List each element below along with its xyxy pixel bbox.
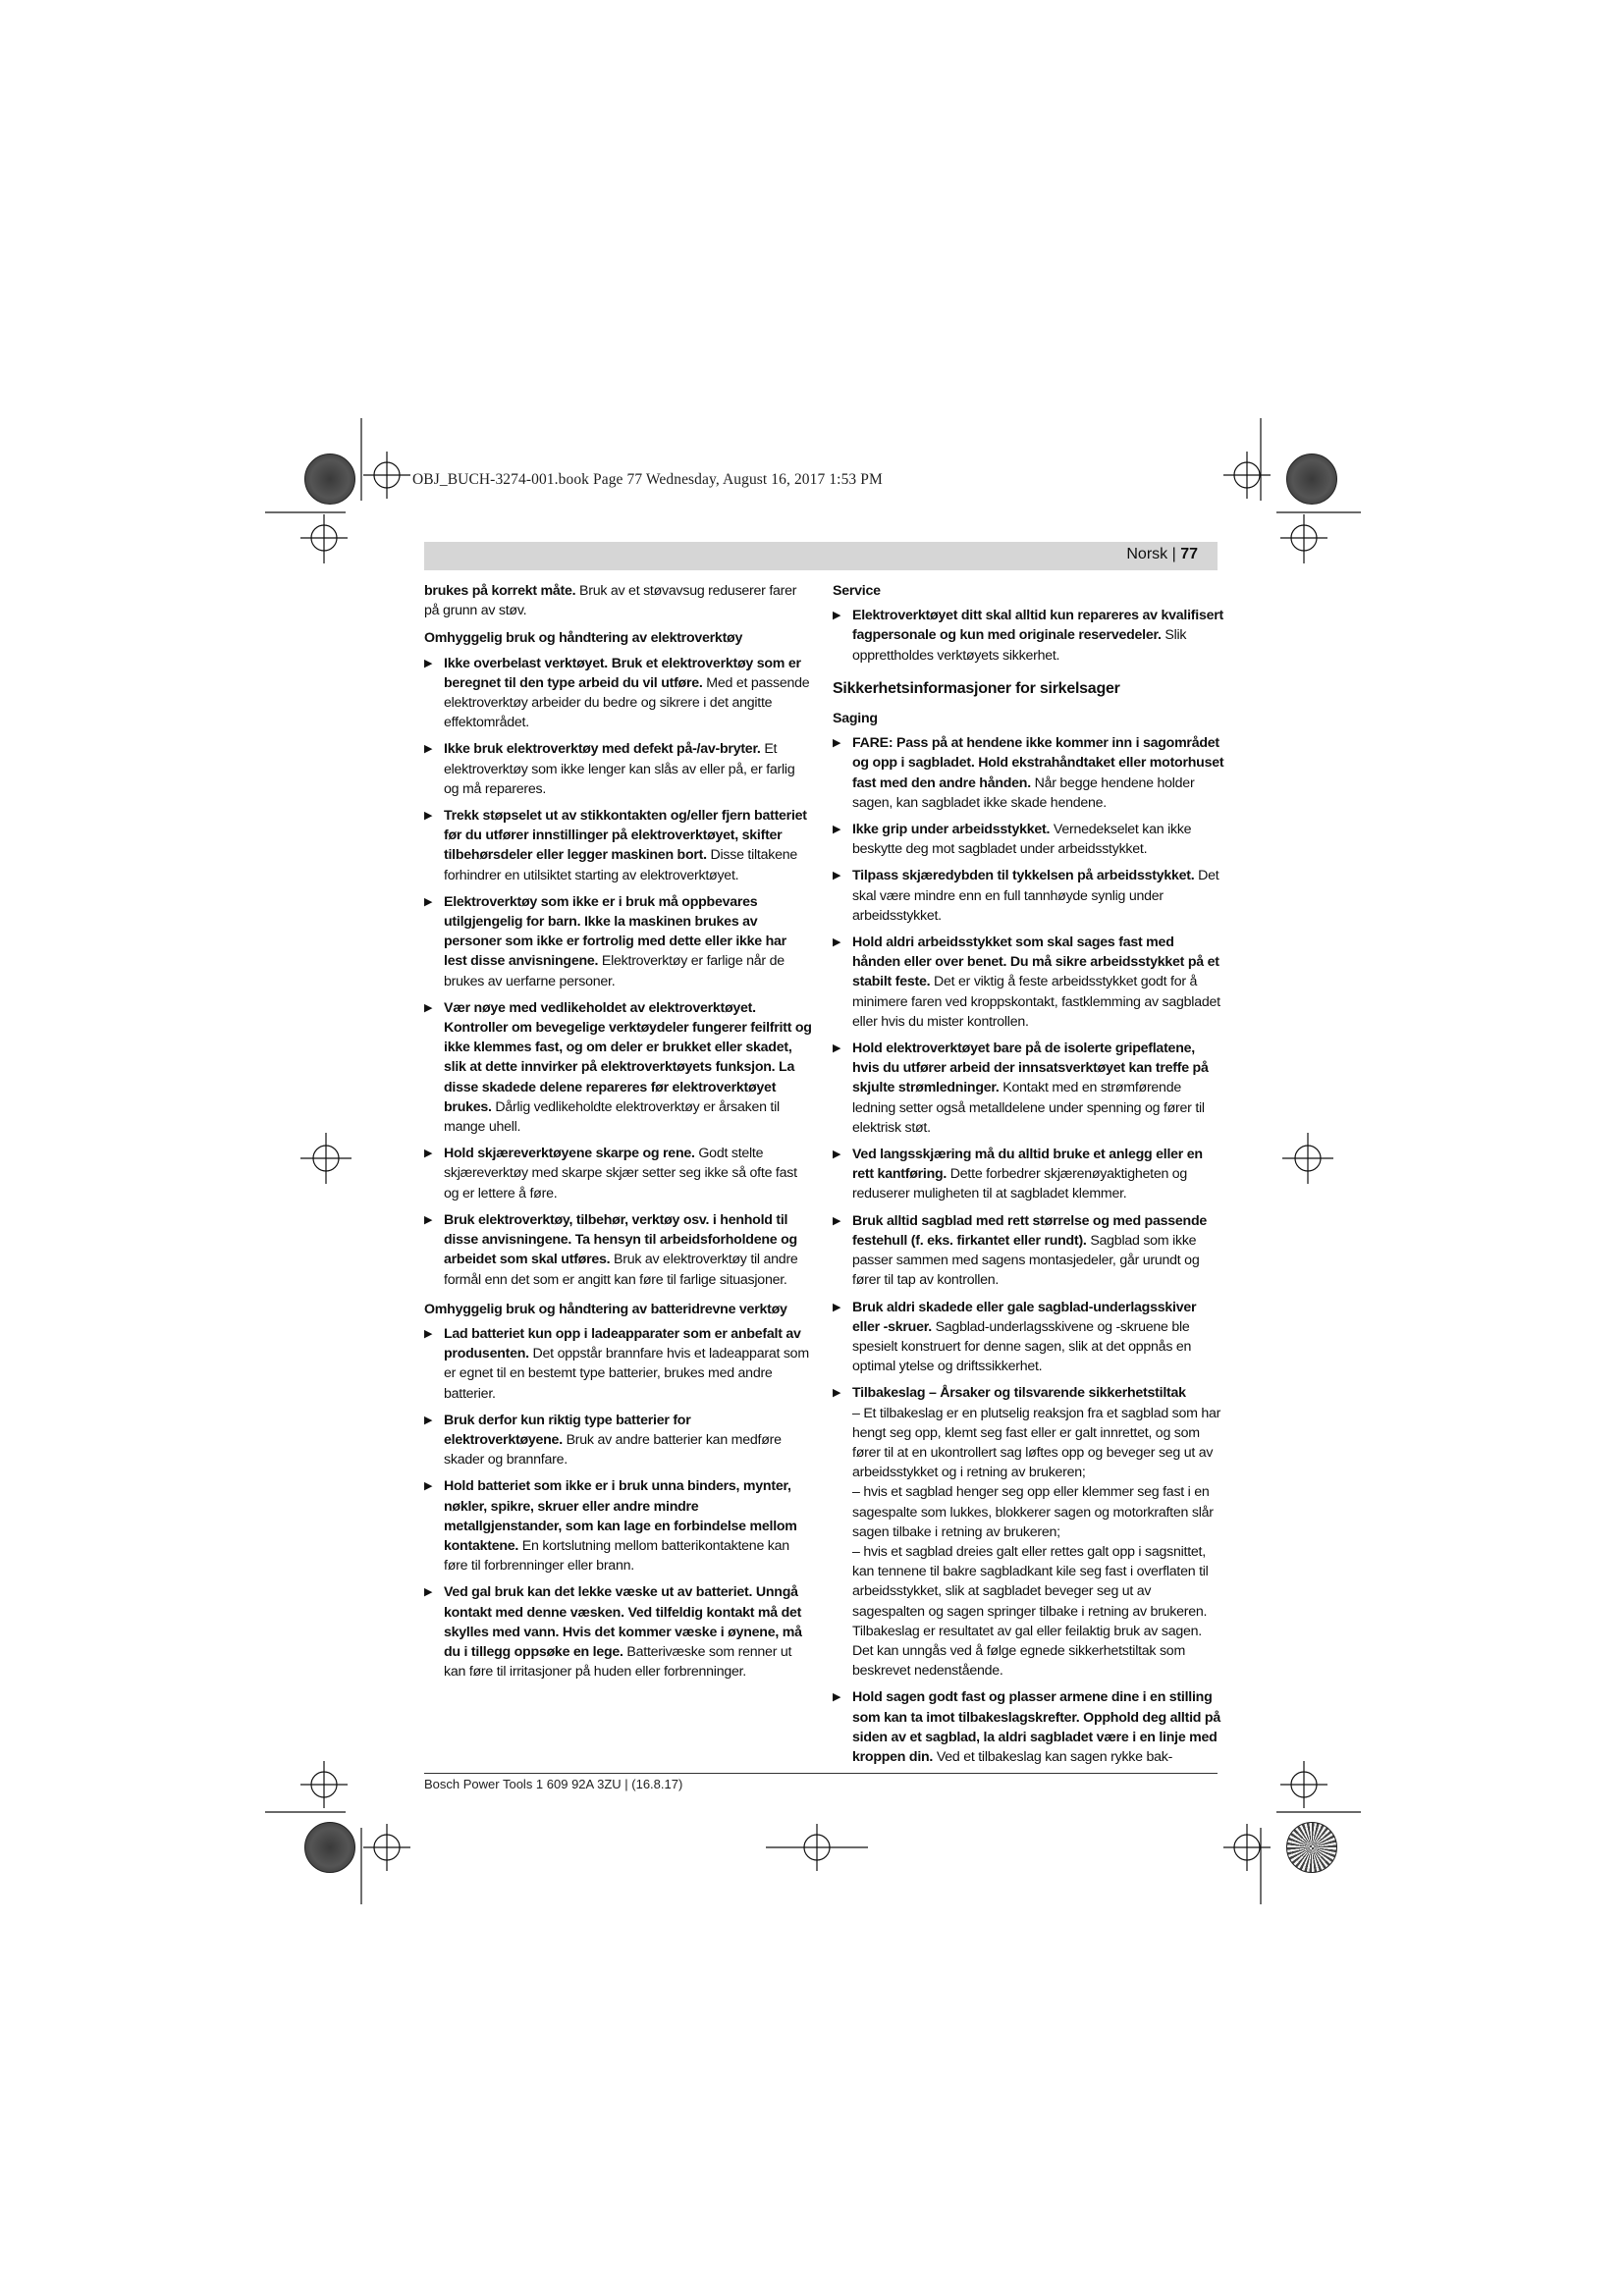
- section-heading: Omhyggelig bruk og håndtering av batteridrevne verktøy: [424, 1301, 787, 1317]
- kickback-line: Tilbakeslag er resultatet av gal eller feilaktig bruk av sagen. Det kan unngås ved å følge egnede sikkerhetstiltak som beskrevet nedenstående.: [852, 1623, 1202, 1680]
- item-bold: Lad batteriet kun opp i ladeapparater som er anbefalt av produsenten.: [444, 1325, 801, 1362]
- item-text: Elektroverktøy er farlige når de brukes av uerfarne personer.: [444, 953, 785, 989]
- footer-rule: [424, 1773, 1218, 1774]
- item-text: Dette forbedrer skjærenøyaktigheten og reduserer muligheten til at sagbladet klemmer.: [852, 1166, 1188, 1202]
- bullet-arrow-icon: ▶: [833, 610, 841, 622]
- list-item: [833, 1298, 1225, 1377]
- item-bold: Tilpass skjæredybden til tykkelsen på arbeidsstykket.: [852, 868, 1195, 884]
- page-header: [424, 542, 1218, 570]
- item-text: Det er viktig å feste arbeidsstykket godt for å minimere faren ved kroppskontakt, fastklemming av sagbladet eller hvis du mister kontrollen.: [852, 974, 1220, 1030]
- document-slug: OBJ_BUCH-3274-001.book Page 77 Wednesday, August 16, 2017 1:53 PM: [412, 471, 883, 488]
- bullet-arrow-icon: ▶: [833, 1148, 841, 1161]
- item-text: Slik opprettholdes verktøyets sikkerhet.: [852, 627, 1187, 664]
- language-label: Norsk: [1126, 546, 1168, 562]
- bullet-arrow-icon: ▶: [424, 1586, 433, 1599]
- item-text: Bruk av elektroverktøy til andre formål enn det som er angitt kan føre til farlige situasjoner.: [444, 1252, 798, 1288]
- item-bold: Hold aldri arbeidsstykket som skal sages fast med hånden eller over benet. Du må sikre arbeidsstykket på et stabilt feste.: [852, 934, 1219, 990]
- bullet-arrow-icon: ▶: [424, 1001, 433, 1014]
- header-separator: |: [1171, 546, 1176, 562]
- list-item: [833, 1383, 1225, 1681]
- page-number: 77: [1180, 546, 1198, 562]
- item-text: Vernedekselet kan ikke beskytte deg mot sagbladet under arbeidsstykket.: [852, 822, 1192, 858]
- bullet-arrow-icon: ▶: [424, 1148, 433, 1160]
- list-item: [424, 892, 812, 991]
- item-text: Godt stelte skjæreverktøy med skarpe skjær setter seg ikke så ofte fast og er lettere å føre.: [444, 1146, 797, 1201]
- list-item: [833, 606, 1225, 666]
- item-bold: Bruk alltid sagblad med rett størrelse og med passende festehull (f. eks. firkantet eller rundt).: [852, 1212, 1208, 1249]
- section-title: Sikkerhetsinformasjoner for sirkelsager: [833, 679, 1120, 697]
- item-bold: Ved gal bruk kan det lekke væske ut av batteriet. Unngå kontakt med denne væsken. Ved tilfeldig kontakt må det skylles med vann. Hvis det kommer væske i øynene, må du i tillegg oppsøke en lege.: [444, 1584, 802, 1660]
- list-item: [424, 1582, 812, 1682]
- item-text: Sagblad-underlagsskivene og -skruene ble spesielt konstruert for denne sagen, slik at det oppnås en optimal ytelse og driftssikkerhet.: [852, 1318, 1192, 1375]
- list-item: [833, 1145, 1225, 1204]
- list-item: [424, 739, 812, 799]
- list-item: [833, 1211, 1225, 1291]
- intro-paragraph: [424, 581, 812, 620]
- item-bold: FARE: Pass på at hendene ikke kommer inn i sagområdet og opp i sagbladet. Hold ekstrahåndtaket eller motorhuset fast med den andre hånden.: [852, 735, 1224, 791]
- list-item: [424, 1324, 812, 1404]
- intro-bold: brukes på korrekt måte.: [424, 583, 576, 599]
- intro-text: Bruk av et støvavsug reduserer farer på grunn av støv.: [424, 583, 797, 619]
- item-text: Det oppstår brannfare hvis et ladeapparat som er egnet til en bestemt type batterier, brukes med andre batterier.: [444, 1346, 809, 1402]
- bullet-arrow-icon: ▶: [833, 1214, 841, 1227]
- item-text: Bruk av andre batterier kan medføre skader og brannfare.: [444, 1431, 782, 1468]
- list-item: [424, 1210, 812, 1290]
- kickback-line: – hvis et sagblad henger seg opp eller klemmer seg fast i en sagespalte som lukkes, blokkerer sagen og motorkraften slår sagen tilbake i retning av brukeren;: [852, 1484, 1214, 1540]
- kickback-line: – Et tilbakeslag er en plutselig reaksjon fra et sagblad som har hengt seg opp, klemt seg fast eller er galt innrettet, og som fører til at en ukontrollert sag løftes opp og beveger seg ut av arbeidsstykket og i retning av brukeren;: [852, 1405, 1221, 1481]
- item-bold: Bruk elektroverktøy, tilbehør, verktøy osv. i henhold til disse anvisningene. Ta hensyn til arbeidsforholdene og arbeidet som skal utføres.: [444, 1211, 797, 1268]
- item-text: Når begge hendene holder sagen, kan sagbladet ikke skade hendene.: [852, 774, 1195, 811]
- bullet-arrow-icon: ▶: [424, 895, 433, 908]
- list-item: [833, 733, 1225, 813]
- item-bold: Bruk derfor kun riktig type batterier for elektroverktøyene.: [444, 1412, 691, 1448]
- item-text: En kortslutning mellom batterikontaktene kan føre til forbrenninger eller brann.: [444, 1537, 789, 1575]
- bullet-arrow-icon: ▶: [833, 1691, 841, 1704]
- item-bold: Ikke grip under arbeidsstykket.: [852, 822, 1051, 838]
- list-item: [833, 1687, 1225, 1767]
- page-label: [1126, 546, 1198, 563]
- item-bold: Bruk aldri skadede eller gale sagblad-underlagsskiver eller -skruer.: [852, 1299, 1197, 1335]
- item-bold: Hold skjæreverktøyene skarpe og rene.: [444, 1146, 695, 1162]
- list-item: [424, 1411, 812, 1470]
- list-item: [833, 1039, 1225, 1138]
- left-column: [424, 581, 812, 1688]
- page-footer: Bosch Power Tools 1 609 92A 3ZU | (16.8.17): [424, 1777, 683, 1791]
- item-bold: Ikke overbelast verktøyet. Bruk et elektroverktøy som er beregnet til den type arbeid du vil utføre.: [444, 655, 801, 691]
- item-bold: Elektroverktøyet ditt skal alltid kun repareres av kvalifisert fagpersonale og kun med originale reservedeler.: [852, 608, 1223, 644]
- section-heading: Omhyggelig bruk og håndtering av elektroverktøy: [424, 630, 743, 647]
- bullet-arrow-icon: ▶: [424, 810, 433, 823]
- item-text: Ved et tilbakeslag kan sagen rykke bak-: [933, 1748, 1173, 1765]
- item-text: Et elektroverktøy som ikke lenger kan slås av eller på, er farlig og må repareres.: [444, 741, 795, 797]
- bullet-arrow-icon: ▶: [833, 1042, 841, 1055]
- bullet-arrow-icon: ▶: [833, 824, 841, 836]
- bullet-arrow-icon: ▶: [424, 1480, 433, 1493]
- bullet-arrow-icon: ▶: [833, 1301, 841, 1313]
- registration-light-icon: [1286, 1822, 1337, 1873]
- item-bold: Ved langsskjæring må du alltid bruke et anlegg eller en rett kantføring.: [852, 1147, 1203, 1183]
- list-item: [424, 1144, 812, 1203]
- bullet-arrow-icon: ▶: [833, 737, 841, 750]
- list-item: [833, 820, 1225, 859]
- list-item: [424, 1476, 812, 1575]
- item-text: Dårlig vedlikeholdte elektroverktøy er årsaken til mange uhell.: [444, 1098, 780, 1136]
- bullet-arrow-icon: ▶: [833, 936, 841, 949]
- item-bold: Hold sagen godt fast og plasser armene dine i en stilling som kan ta imot tilbakeslagskrefter. Opphold deg alltid på siden av et sagblad, la aldri sagbladet være i en linje med kroppen din.: [852, 1689, 1220, 1765]
- kickback-line: – hvis et sagblad dreies galt eller rettes galt opp i sagsnittet, kan tennene til bakre sagbladkant kile seg fast i overflaten til arbeidsstykket, slik at sagbladet beveger seg ut av sagespalten og sagen springer tilbake i retning av brukeren.: [852, 1543, 1209, 1620]
- item-text: Med et passende elektroverktøy arbeider du bedre og sikrere i det angitte effektområdet.: [444, 674, 810, 731]
- registration-dark-icon: [304, 1822, 355, 1873]
- item-bold: Ikke bruk elektroverktøy med defekt på-/av-bryter.: [444, 741, 761, 758]
- right-column: [833, 581, 1225, 1774]
- bullet-arrow-icon: ▶: [833, 870, 841, 882]
- section-heading: Saging: [833, 711, 878, 727]
- bullet-arrow-icon: ▶: [424, 1213, 433, 1226]
- list-item: [424, 806, 812, 885]
- item-bold: Hold elektroverktøyet bare på de isolerte gripeflatene, hvis du utfører arbeid der innsatsverktøyet kan treffe på skjulte strømledninger.: [852, 1041, 1209, 1096]
- item-bold: Hold batteriet som ikke er i bruk unna binders, mynter, nøkler, spikre, skruer eller andre mindre metallgjenstander, som kan lage en forbindelse mellom kontaktene.: [444, 1478, 797, 1554]
- item-text: Sagblad som ikke passer sammen med sagens montasjedeler, går urundt og fører til tap av kontrollen.: [852, 1232, 1200, 1289]
- item-text: Batterivæske som renner ut kan føre til irritasjoner på huden eller forbrenninger.: [444, 1643, 792, 1681]
- list-item: [833, 933, 1225, 1032]
- item-text: Disse tiltakene forhindrer en utilsiktet starting av elektroverktøyet.: [444, 847, 798, 883]
- bullet-arrow-icon: ▶: [424, 743, 433, 756]
- section-heading: Service: [833, 583, 881, 599]
- list-item: [424, 654, 812, 733]
- kickback-heading: Tilbakeslag – Årsaker og tilsvarende sikkerhetstiltak: [852, 1385, 1186, 1402]
- registration-dark-icon: [1286, 454, 1337, 505]
- item-text: Det skal være mindre enn en full tannhøyde synlig under arbeidsstykket.: [852, 868, 1219, 924]
- registration-dark-icon: [304, 454, 355, 505]
- bullet-arrow-icon: ▶: [424, 1414, 433, 1426]
- item-bold: Elektroverktøy som ikke er i bruk må oppbevares utilgjengelig for barn. Ikke la maskinen brukes av personer som ikke er fortrolig med dette eller ikke har lest disse anvisningene.: [444, 893, 786, 970]
- list-item: [424, 998, 812, 1137]
- item-bold: Vær nøye med vedlikeholdet av elektroverktøyet. Kontroller om bevegelige verktøydeler fungerer feilfritt og ikke klemmes fast, og om deler er brukket eller skadet, slik at dette innvirker på elektroverktøyets funksjon. La disse skadede delene repareres før elektroverktøyet brukes.: [444, 999, 812, 1115]
- item-bold: Trekk støpselet ut av stikkontakten og/eller fjern batteriet før du utfører innstillinger på elektroverktøyet, skifter tilbehørsdeler eller legger maskinen bort.: [444, 808, 807, 864]
- bullet-arrow-icon: ▶: [424, 1327, 433, 1340]
- list-item: [833, 866, 1225, 926]
- bullet-arrow-icon: ▶: [833, 1387, 841, 1400]
- item-text: Kontakt med en strømførende ledning setter også metalldelene under spenning og fører til elektrisk støt.: [852, 1080, 1205, 1136]
- bullet-arrow-icon: ▶: [424, 657, 433, 669]
